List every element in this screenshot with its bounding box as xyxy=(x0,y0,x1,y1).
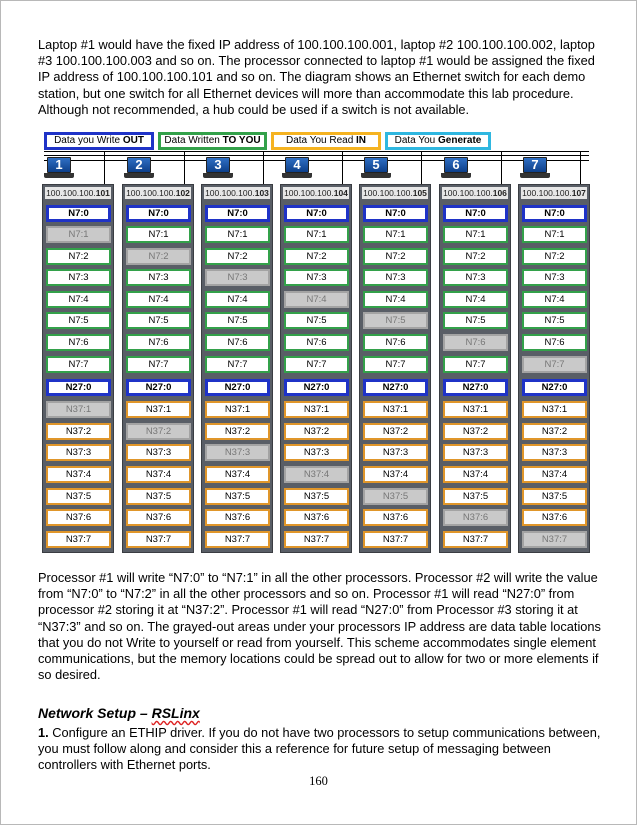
processor-station xyxy=(359,184,431,553)
data-table-cell: N7:0 xyxy=(522,205,587,222)
data-table-cell: N7:3 xyxy=(443,269,508,286)
network-drop xyxy=(421,151,422,184)
data-table-cell: N37:4 xyxy=(284,466,349,483)
data-table-cell: N37:5 xyxy=(46,488,111,505)
ip-address xyxy=(125,187,191,199)
data-table-cell: N7:0 xyxy=(205,205,270,222)
data-table-cell: N37:7 xyxy=(284,531,349,548)
data-table-cell: N37:2 xyxy=(205,423,270,440)
data-table-cell: N7:6 xyxy=(284,334,349,351)
data-table-cell: N7:4 xyxy=(46,291,111,308)
data-table-cell: N37:5 xyxy=(443,488,508,505)
data-table-cell: N37:6 xyxy=(443,509,508,526)
laptop-icon: 7 xyxy=(523,157,547,173)
laptop-icon: 5 xyxy=(364,157,388,173)
data-table-cell: N7:3 xyxy=(126,269,191,286)
data-table-cell: N27:0 xyxy=(522,379,587,396)
data-table-cell: N37:3 xyxy=(284,444,349,461)
laptop-base xyxy=(282,173,312,178)
laptop-base xyxy=(361,173,391,178)
data-table-cell: N7:5 xyxy=(46,312,111,329)
data-table-cell: N37:3 xyxy=(205,444,270,461)
section-title xyxy=(38,705,200,721)
laptop-base xyxy=(124,173,154,178)
data-table-cell: N37:4 xyxy=(205,466,270,483)
data-table-cell: N7:1 xyxy=(284,226,349,243)
data-table-cell: N37:3 xyxy=(363,444,428,461)
data-table-cell: N37:4 xyxy=(443,466,508,483)
laptop-base xyxy=(520,173,550,178)
laptop-base xyxy=(441,173,471,178)
data-table-cell: N37:3 xyxy=(46,444,111,461)
section-title-prefix: Network Setup – xyxy=(38,705,152,721)
data-table-cell: N27:0 xyxy=(443,379,508,396)
ip-suffix: 105 xyxy=(412,188,427,198)
data-table-cell: N7:6 xyxy=(443,334,508,351)
data-table-cell: N27:0 xyxy=(46,379,111,396)
network-cable xyxy=(44,160,589,161)
data-table-cell: N7:7 xyxy=(522,356,587,373)
ip-prefix: 100.100.100. xyxy=(46,188,96,198)
data-table-cell: N7:1 xyxy=(205,226,270,243)
data-table-cell: N7:5 xyxy=(205,312,270,329)
data-table-cell: N7:2 xyxy=(284,248,349,265)
data-table-cell: N7:3 xyxy=(522,269,587,286)
network-drop xyxy=(501,151,502,184)
legend-text-bold: Generate xyxy=(438,135,482,146)
data-table-cell: N37:1 xyxy=(522,401,587,418)
network-drop xyxy=(184,151,185,184)
data-table-cell: N37:2 xyxy=(443,423,508,440)
ip-prefix: 100.100.100. xyxy=(443,188,493,198)
data-table-cell: N37:3 xyxy=(443,444,508,461)
data-table-cell: N7:0 xyxy=(363,205,428,222)
data-table-cell: N37:5 xyxy=(126,488,191,505)
data-table-cell: N7:5 xyxy=(522,312,587,329)
data-table-cell: N37:1 xyxy=(284,401,349,418)
laptop-icon: 6 xyxy=(444,157,468,173)
ip-suffix: 104 xyxy=(333,188,348,198)
data-table-cell: N37:2 xyxy=(284,423,349,440)
legend-item xyxy=(44,132,154,150)
network-cable xyxy=(44,151,589,152)
data-table-cell: N7:0 xyxy=(443,205,508,222)
legend-text-bold: OUT xyxy=(122,135,144,146)
data-table-cell: N7:3 xyxy=(363,269,428,286)
data-table-cell: N7:0 xyxy=(126,205,191,222)
intro-paragraph: Laptop #1 would have the fixed IP address of 100.100.100.001, laptop #2 100.100.100.002, laptop #3 100.100.100.003 and so on. The processor connected to laptop #1 would be assigned the fixed IP address of 100.100.100.101 and so on. The diagram shows an Ethernet switch for each demo station, but one switch for all Ethernet devices will more than accommodate this lab procedure. Although not recommended, a hub could be used if a switch is not available. xyxy=(38,37,595,117)
ip-address xyxy=(283,187,349,199)
data-table-cell: N37:7 xyxy=(205,531,270,548)
data-table-cell: N7:7 xyxy=(443,356,508,373)
data-table-cell: N37:1 xyxy=(126,401,191,418)
data-table-cell: N7:5 xyxy=(284,312,349,329)
data-table-cell: N7:1 xyxy=(522,226,587,243)
data-table-cell: N7:2 xyxy=(443,248,508,265)
data-table-cell: N37:1 xyxy=(46,401,111,418)
data-table-cell: N7:3 xyxy=(46,269,111,286)
laptop-icon: 2 xyxy=(127,157,151,173)
legend-text: Data You Read xyxy=(285,135,357,146)
data-table-cell: N7:6 xyxy=(46,334,111,351)
ip-address xyxy=(204,187,270,199)
data-table-cell: N7:0 xyxy=(284,205,349,222)
data-table-cell: N7:1 xyxy=(126,226,191,243)
ip-suffix: 102 xyxy=(175,188,190,198)
network-drop xyxy=(263,151,264,184)
laptop-icon: 3 xyxy=(206,157,230,173)
data-table-cell: N37:1 xyxy=(443,401,508,418)
ip-prefix: 100.100.100. xyxy=(284,188,334,198)
data-table-cell: N7:7 xyxy=(363,356,428,373)
data-table-cell: N37:1 xyxy=(363,401,428,418)
data-table-cell: N37:3 xyxy=(522,444,587,461)
legend-text-bold: IN xyxy=(356,135,367,146)
data-table-cell: N37:7 xyxy=(46,531,111,548)
legend-text: Data You xyxy=(394,135,438,146)
ip-suffix: 103 xyxy=(254,188,269,198)
data-table-cell: N37:6 xyxy=(522,509,587,526)
step-text: Configure an ETHIP driver. If you do not have two processors to setup communications between, you must follow along and consider this a reference for future setup of messaging between controllers with Ethernet ports. xyxy=(38,725,601,773)
ip-suffix: 107 xyxy=(571,188,586,198)
data-table-cell: N7:2 xyxy=(126,248,191,265)
data-table-cell: N37:2 xyxy=(522,423,587,440)
laptop-base xyxy=(203,173,233,178)
data-table-cell: N7:7 xyxy=(205,356,270,373)
data-table-cell: N7:4 xyxy=(363,291,428,308)
network-cable xyxy=(44,155,589,156)
data-table-cell: N37:2 xyxy=(46,423,111,440)
data-table-cell: N7:4 xyxy=(126,291,191,308)
data-table-cell: N37:7 xyxy=(126,531,191,548)
network-drop xyxy=(342,151,343,184)
data-table-cell: N37:6 xyxy=(205,509,270,526)
legend-text: Data Written xyxy=(164,135,223,146)
processor-station xyxy=(518,184,590,553)
page-number: 160 xyxy=(309,774,328,788)
laptop-icon: 1 xyxy=(47,157,71,173)
data-table-cell: N7:4 xyxy=(443,291,508,308)
network-drop xyxy=(104,151,105,184)
data-table-cell: N7:7 xyxy=(126,356,191,373)
data-table-cell: N7:5 xyxy=(363,312,428,329)
legend-text-bold: TO YOU xyxy=(222,135,261,146)
legend-item xyxy=(271,132,381,150)
ip-address xyxy=(362,187,428,199)
data-table-cell: N27:0 xyxy=(284,379,349,396)
ip-address xyxy=(45,187,111,199)
data-table-cell: N7:1 xyxy=(443,226,508,243)
data-table-cell: N37:5 xyxy=(522,488,587,505)
data-table-cell: N37:5 xyxy=(284,488,349,505)
processor-station xyxy=(439,184,511,553)
data-table-cell: N7:6 xyxy=(363,334,428,351)
legend-text: Data you Write xyxy=(54,135,123,146)
data-table-cell: N7:2 xyxy=(46,248,111,265)
step-number: 1. xyxy=(38,725,49,740)
ip-address xyxy=(521,187,587,199)
data-table-cell: N37:2 xyxy=(363,423,428,440)
processor-station xyxy=(122,184,194,553)
ip-address xyxy=(442,187,508,199)
processor-station xyxy=(201,184,273,553)
processor-station xyxy=(42,184,114,553)
data-table-cell: N7:3 xyxy=(284,269,349,286)
data-table-cell: N7:5 xyxy=(126,312,191,329)
laptop-icon: 4 xyxy=(285,157,309,173)
data-table-cell: N27:0 xyxy=(363,379,428,396)
data-table-cell: N37:6 xyxy=(46,509,111,526)
data-table-cell: N37:6 xyxy=(284,509,349,526)
legend-item xyxy=(385,132,491,150)
data-table-cell: N37:2 xyxy=(126,423,191,440)
data-table-cell: N7:5 xyxy=(443,312,508,329)
data-table-cell: N7:6 xyxy=(205,334,270,351)
data-table-cell: N37:4 xyxy=(522,466,587,483)
data-table-cell: N37:1 xyxy=(205,401,270,418)
data-table-cell: N37:7 xyxy=(522,531,587,548)
explanation-paragraph: Processor #1 will write “N7:0” to “N7:1” in all the other processors. Processor #2 will write the value from “N7:0” to “N7:2” in all the other processors and so on. Processor #1 will read “N27:0” from processor #2 storing it at “N37:2”. Processor #1 will read “N27:0” from Processor #3 storing it at “N37:3” and so on. The grayed-out areas under your processors IP address are data table locations that you do not Write to yourself or read from yourself. This scheme accommodates single element communications, but the memory locations could be spread out to allow for two or more elements if so desired. xyxy=(38,570,601,683)
data-table-cell: N7:4 xyxy=(284,291,349,308)
data-table-cell: N7:7 xyxy=(284,356,349,373)
data-table-cell: N37:4 xyxy=(363,466,428,483)
data-table-cell: N37:4 xyxy=(46,466,111,483)
laptop-base xyxy=(44,173,74,178)
data-table-cell: N7:2 xyxy=(522,248,587,265)
data-table-cell: N7:4 xyxy=(205,291,270,308)
data-table-cell: N37:7 xyxy=(363,531,428,548)
processor-station xyxy=(280,184,352,553)
data-table-cell: N7:0 xyxy=(46,205,111,222)
step-paragraph xyxy=(38,725,604,774)
ip-suffix: 101 xyxy=(95,188,110,198)
data-table-cell: N7:1 xyxy=(363,226,428,243)
data-table-cell: N7:2 xyxy=(205,248,270,265)
data-table-cell: N7:2 xyxy=(363,248,428,265)
data-table-cell: N37:5 xyxy=(363,488,428,505)
data-table-cell: N7:7 xyxy=(46,356,111,373)
network-drop xyxy=(580,151,581,184)
data-table-cell: N37:5 xyxy=(205,488,270,505)
data-table-cell: N37:4 xyxy=(126,466,191,483)
ip-prefix: 100.100.100. xyxy=(205,188,255,198)
data-table-cell: N7:3 xyxy=(205,269,270,286)
data-table-cell: N27:0 xyxy=(126,379,191,396)
ip-prefix: 100.100.100. xyxy=(522,188,572,198)
section-title-rslinx: RSLinx xyxy=(151,705,200,721)
ip-suffix: 106 xyxy=(492,188,507,198)
ip-prefix: 100.100.100. xyxy=(126,188,176,198)
data-table-cell: N37:3 xyxy=(126,444,191,461)
data-table-cell: N27:0 xyxy=(205,379,270,396)
data-table-cell: N7:6 xyxy=(126,334,191,351)
ip-prefix: 100.100.100. xyxy=(363,188,413,198)
data-table-cell: N7:4 xyxy=(522,291,587,308)
data-table-cell: N37:7 xyxy=(443,531,508,548)
data-table-cell: N37:6 xyxy=(363,509,428,526)
legend-item xyxy=(158,132,267,150)
data-table-cell: N7:6 xyxy=(522,334,587,351)
data-table-cell: N7:1 xyxy=(46,226,111,243)
data-table-cell: N37:6 xyxy=(126,509,191,526)
